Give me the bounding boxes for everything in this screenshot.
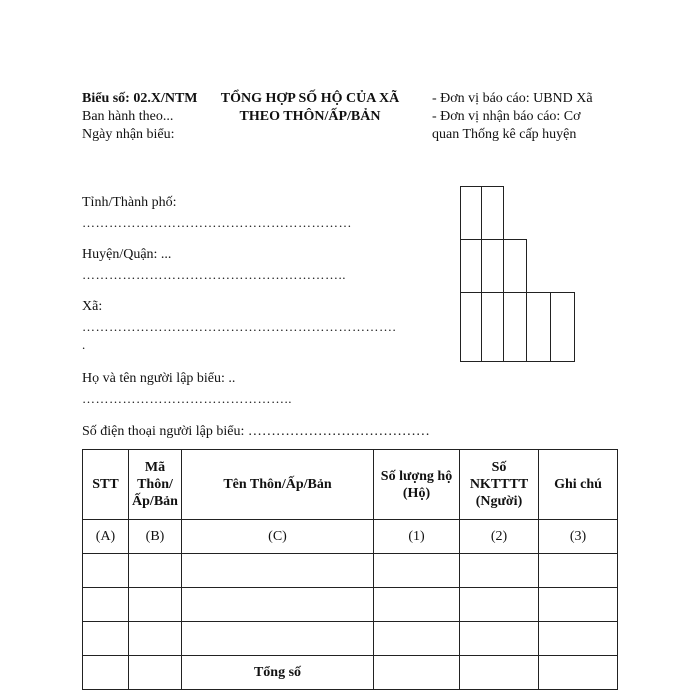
table-cell[interactable] [539,554,618,588]
reporting-unit: - Đơn vị báo cáo: UBND Xã [432,91,593,106]
total-note[interactable] [539,656,618,690]
commune-code-box[interactable] [460,292,482,362]
table-row[interactable] [83,622,618,656]
code-cell: (2) [460,520,539,554]
col-code: Mã Thôn/ Ấp/Bản [129,450,182,520]
table-cell[interactable] [182,622,374,656]
total-label: Tổng số [182,656,374,690]
received-date: Ngày nhận biểu: [82,127,175,142]
header-row [83,450,618,520]
receiving-unit-line-2: quan Thống kê cấp huyện [432,127,577,142]
code-cell: (C) [182,520,374,554]
table-cell[interactable] [182,588,374,622]
table-cell [83,656,129,690]
district-code-box[interactable] [481,239,504,293]
code-cell: (A) [83,520,129,554]
phone-label[interactable]: Số điện thoại người lập biểu: ………………………………… [82,424,430,439]
col-name: Tên Thôn/Ấp/Bản [182,450,374,520]
commune-label: Xã: [82,299,103,314]
table-cell[interactable] [83,554,129,588]
commune-code-box[interactable] [550,292,575,362]
col-note: Ghi chú [539,450,618,520]
form-title [212,90,408,126]
receiving-unit-line-1: - Đơn vị nhận báo cáo: Cơ [432,109,581,124]
title-line-2: THEO THÔN/ẤP/BẢN [239,109,381,124]
table-cell[interactable] [460,622,539,656]
table-cell[interactable] [460,554,539,588]
form-code: Biểu số: 02.X/NTM [82,91,198,106]
table-row[interactable] [83,554,618,588]
table-row[interactable] [83,588,618,622]
col-nktttt: Số NKTTTT (Người) [460,450,539,520]
commune-code-box[interactable] [526,292,551,362]
issued-by: Ban hành theo... [82,109,174,124]
col-households: Số lượng hộ (Hộ) [374,450,460,520]
households-table [82,449,618,690]
unit-info [432,90,622,144]
table-cell[interactable] [83,588,129,622]
commune-code-box[interactable] [481,292,504,362]
province-label: Tỉnh/Thành phố: [82,195,177,210]
district-code-box[interactable] [503,239,527,293]
commune-dots[interactable]: ……………………………………………………………. [82,320,397,334]
total-nktttt[interactable] [460,656,539,690]
table-cell[interactable] [129,622,182,656]
table-cell[interactable] [374,554,460,588]
table-cell[interactable] [182,554,374,588]
code-cell: (3) [539,520,618,554]
table-cell[interactable] [129,588,182,622]
preparer-label: Họ và tên người lập biểu: .. [82,371,236,386]
province-code-box[interactable] [481,186,504,240]
table-cell[interactable] [83,622,129,656]
table-cell[interactable] [460,588,539,622]
commune-dots-end: . [82,338,86,352]
commune-code-box[interactable] [503,292,527,362]
col-stt: STT [83,450,129,520]
table-cell[interactable] [374,622,460,656]
table-cell[interactable] [374,588,460,622]
table-cell[interactable] [129,554,182,588]
province-dots[interactable]: …………………………………………………… [82,216,352,230]
district-label: Huyện/Quận: ... [82,247,172,262]
code-cell: (B) [129,520,182,554]
district-dots[interactable]: ………………………………………………….. [82,268,346,282]
province-code-box[interactable] [460,186,482,240]
form-info [82,90,222,144]
district-code-box[interactable] [460,239,482,293]
table-cell[interactable] [539,588,618,622]
title-line-1: TỔNG HỢP SỐ HỘ CỦA XÃ [220,91,400,106]
preparer-dots[interactable]: ……………………………………….. [82,392,292,406]
table-cell[interactable] [539,622,618,656]
code-row [83,520,618,554]
code-cell: (1) [374,520,460,554]
table-cell [129,656,182,690]
total-row [83,656,618,690]
total-households[interactable] [374,656,460,690]
